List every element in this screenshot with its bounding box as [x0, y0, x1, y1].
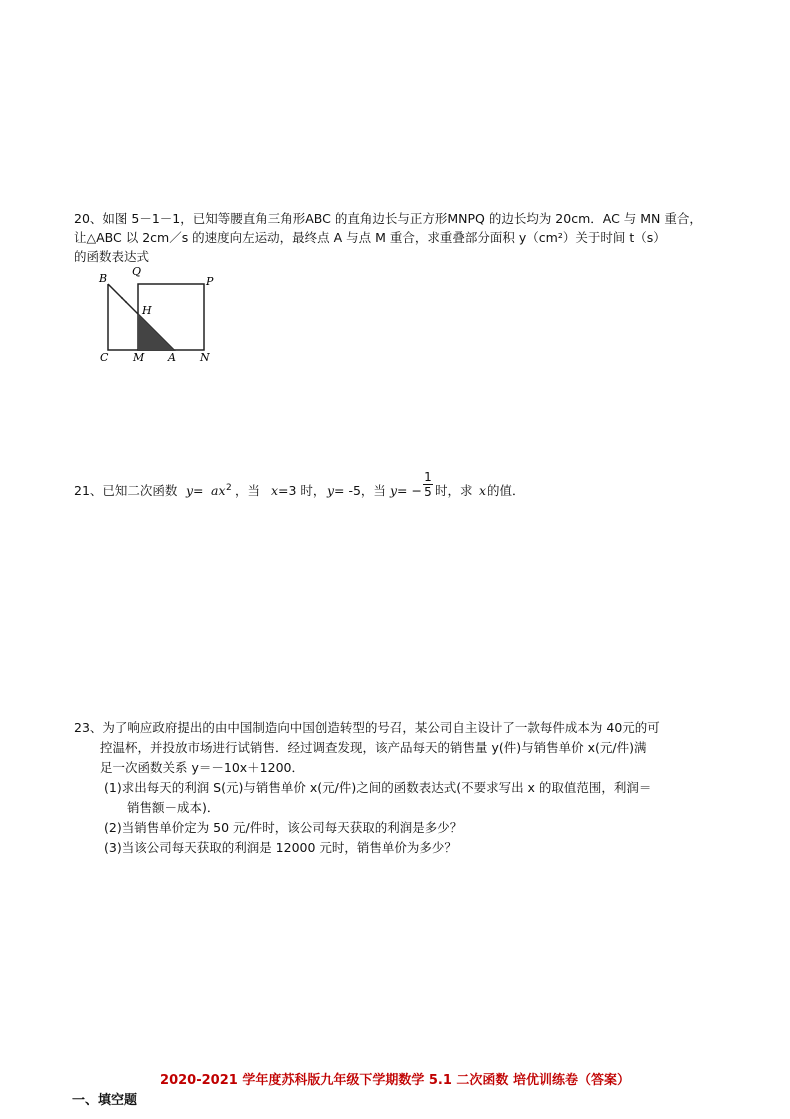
label-b: B	[99, 272, 108, 285]
q20-line-1: 20、如图 5－1－1，已知等腰直角三角形ABC 的直角边长与正方形MNPQ 的边长均为 20cm．AC 与 MN 重合，	[74, 211, 702, 226]
q21-text-2: ，当	[235, 483, 261, 498]
q21-text-7: 的值．	[487, 483, 525, 498]
label-n: N	[200, 351, 210, 364]
q21-eq: =	[193, 483, 204, 498]
q21-var-y2: y	[327, 483, 335, 498]
label-p: P	[206, 275, 214, 288]
q21-var-x2: x	[479, 483, 487, 498]
q21-text-3: =3 时，	[278, 483, 326, 498]
q21-var-x: x	[271, 483, 279, 498]
q23-sub-2: (2)当销售单价定为 50 元/件时，该公司每天获取的利润是多少？	[104, 820, 463, 835]
label-m: M	[133, 351, 145, 364]
q23-line-2: 控温杯，并投放市场进行试销售．经过调查发现，该产品每天的销售量 y(件)与销售单价 x(元/件)满	[100, 740, 647, 755]
q21-var-y3: y	[390, 483, 398, 498]
q21-text-6: 时，求	[435, 483, 473, 498]
label-a: A	[168, 351, 176, 364]
q20-line-2: 让△ABC 以 2cm／s 的速度向左运动，最终点 A 与点 M 重合，求重叠部分面积 y（cm²）关于时间 t（s）	[74, 230, 666, 245]
q23-sub-1a: (1)求出每天的利润 S(元)与销售单价 x(元/件)之间的函数表达式(不要求写出 x 的取值范围，利润＝	[104, 780, 652, 795]
q20-line-3: 的函数表达式	[74, 249, 150, 264]
fraction-denominator: 5	[424, 485, 432, 499]
section-heading: 一、填空题	[72, 1093, 138, 1108]
q21-text-4: = -5，当	[334, 483, 386, 498]
q20-figure	[96, 264, 220, 368]
q23-sub-3: (3)当该公司每天获取的利润是 12000 元时，销售单价为多少？	[104, 840, 457, 855]
q23-line-3: 足一次函数关系 y＝－10x＋1200．	[100, 760, 304, 775]
overlap-shaded-region	[138, 314, 174, 350]
triangle-square-diagram	[96, 264, 220, 368]
label-q: Q	[132, 265, 142, 278]
q23-line-1: 23、为了响应政府提出的由中国制造向中国创造转型的号召，某公司自主设计了一款每件成本为 40元的可	[74, 720, 660, 735]
q21-text-1: 21、已知二次函数	[74, 483, 178, 498]
label-h: H	[142, 304, 152, 317]
fraction-numerator: 1	[424, 470, 432, 484]
q21-var-y: y	[186, 483, 194, 498]
answer-title: 2020-2021 学年度苏科版九年级下学期数学 5.1 二次函数 培优训练卷（答案）	[160, 1073, 630, 1088]
label-c: C	[100, 351, 109, 364]
q21-text-5: = −	[397, 483, 422, 498]
q21-ax: ax	[211, 483, 226, 498]
q23-sub-1b: 销售额－成本)．	[127, 800, 220, 815]
q21-fraction	[423, 470, 433, 499]
q21-exponent: 2	[226, 483, 232, 493]
